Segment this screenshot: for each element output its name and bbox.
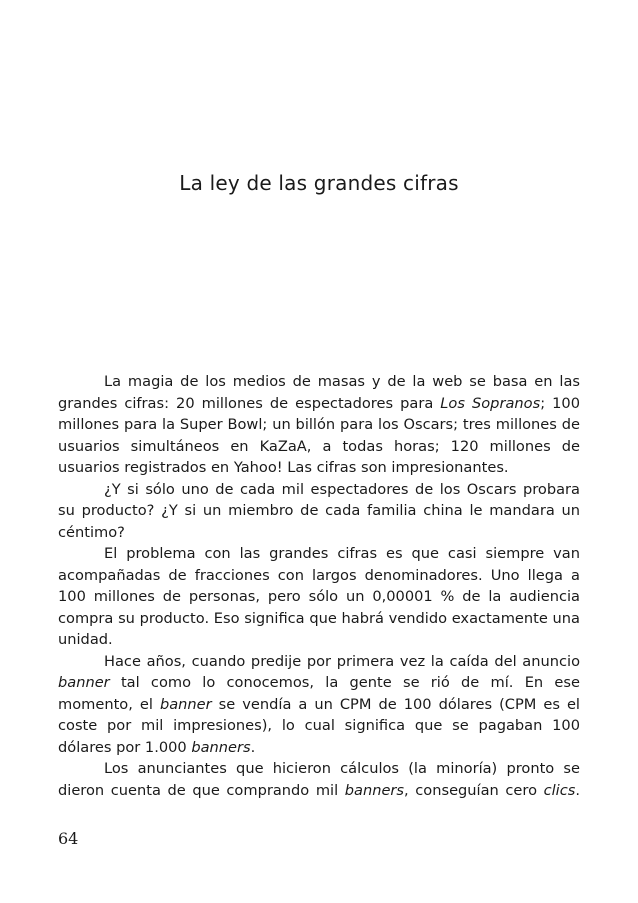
italic-text: banner — [159, 695, 212, 713]
text-run: ; 100 millones para la Super Bowl; un billón para los Oscars; tres millones de usuarios simultáneos en KaZaA, a todas horas; 120 millones de usuarios registrados en Yahoo! Las cifras son impresionantes. — [58, 394, 580, 476]
paragraph — [58, 479, 580, 544]
text-run: Hace años, cuando predije por primera vez la caída del anuncio — [104, 652, 580, 670]
text-run: . — [250, 738, 256, 756]
text-run: se vendía a un CPM de 100 dólares (CPM es el coste por mil impresiones), lo cual significa que se pagaban 100 dólares por 1.000 — [58, 695, 580, 756]
italic-text: clics — [543, 781, 576, 799]
text-run: , conseguían cero — [404, 781, 544, 799]
text-run: tal como lo conocemos, la gente se rió de mí. En ese momento, el — [58, 674, 580, 713]
paragraph — [58, 651, 580, 759]
text-run: Los anunciantes que hicieron cálculos (la minoría) pronto se dieron cuenta de que comprando mil — [58, 760, 580, 799]
body-text — [58, 371, 580, 801]
chapter-title: La ley de las grandes cifras — [179, 171, 459, 195]
paragraph — [58, 758, 580, 801]
text-run: El problema con las grandes cifras es que casi siempre van acompañadas de fracciones con largos denominadores. Uno llega a 100 millones de personas, pero sólo un 0,00001 % de la audiencia compra su producto. Eso significa que habrá vendido exactamente una unidad. — [58, 545, 580, 648]
italic-text: banners — [191, 738, 251, 756]
paragraph — [58, 543, 580, 651]
italic-text: banners — [344, 781, 405, 799]
italic-text: banner — [58, 674, 110, 691]
text-run: ¿Y si sólo uno de cada mil espectadores de los Oscars probara su producto? ¿Y si un miembro de cada familia china le mandara un céntimo? — [58, 480, 580, 541]
paragraph — [58, 371, 580, 479]
page-number: 64 — [58, 829, 79, 848]
text-run: La magia de los medios de masas y de la web se basa en las grandes cifras: 20 millones de espectadores para — [58, 373, 580, 412]
text-run: . — [575, 781, 580, 799]
italic-text: Los Sopranos — [440, 394, 541, 412]
